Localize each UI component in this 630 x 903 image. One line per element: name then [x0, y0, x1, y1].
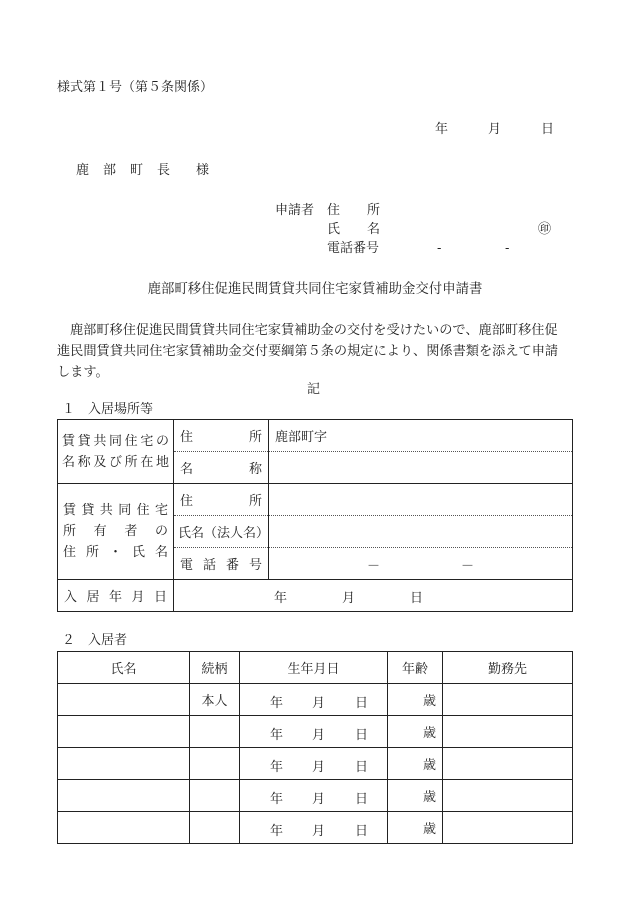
- birth-day-label: 日: [355, 696, 369, 711]
- resident-table: [57, 651, 573, 844]
- resident-workplace-cell[interactable]: [443, 748, 573, 780]
- address-value: 鹿部町字: [275, 430, 328, 445]
- resident-name-cell[interactable]: [58, 748, 190, 780]
- owner-name-label-cell: [174, 516, 269, 548]
- birth-year-label: 年: [270, 728, 284, 743]
- address-label-cell: [174, 420, 269, 452]
- applicant-address-char: 住: [327, 203, 341, 218]
- owner-label-char: 者: [124, 524, 138, 539]
- resident-relation-cell[interactable]: [190, 812, 240, 844]
- body-paragraph: [57, 320, 577, 383]
- birth-month-label: 月: [312, 728, 326, 743]
- resident-birthdate-cell[interactable]: [240, 684, 388, 716]
- owner-label-line: [63, 542, 168, 563]
- owner-phone-label-cell: [174, 548, 269, 580]
- owner-label-char: 住: [63, 545, 77, 560]
- document-title: 鹿部町移住促進民間賃貸共同住宅家賃補助金交付申請書: [147, 282, 483, 297]
- applicant-phone-sep: -: [505, 241, 510, 256]
- birth-month-label: 月: [312, 824, 326, 839]
- move-in-day-label: 日: [410, 591, 424, 606]
- header-name: 氏名: [58, 652, 190, 684]
- header-relation: 続柄: [190, 652, 240, 684]
- applicant-name-char: 氏: [327, 222, 341, 237]
- birth-day-label: 日: [355, 760, 369, 775]
- owner-label-char: 有: [93, 524, 107, 539]
- body-line: 進民間賃貸共同住宅家賃補助金交付要綱第５条の規定により、関係書類を添えて申請: [57, 344, 559, 359]
- owner-label-cell: [58, 484, 174, 580]
- birth-day-label: 日: [355, 792, 369, 807]
- applicant-address-char: 所: [367, 203, 381, 218]
- housing-name-label-char: 称: [248, 462, 262, 477]
- resident-name-cell[interactable]: [58, 684, 190, 716]
- move-in-label-char: 入: [64, 590, 78, 605]
- resident-workplace-cell[interactable]: [443, 780, 573, 812]
- owner-label-char: 所: [63, 524, 77, 539]
- birth-year-label: 年: [270, 792, 284, 807]
- owner-address-label-char: 住: [180, 494, 194, 509]
- address-label-char: 所: [248, 430, 262, 445]
- date-month-label: 月: [488, 122, 502, 137]
- owner-address-label-cell: [174, 484, 269, 516]
- owner-name-label: 氏名（法人名）: [178, 526, 270, 541]
- birth-month-label: 月: [312, 792, 326, 807]
- move-in-label-char: 日: [153, 590, 167, 605]
- header-age: 年齢: [388, 652, 443, 684]
- owner-phone-sep: －: [461, 559, 475, 574]
- applicant-phone-label: 電話番号: [327, 241, 380, 256]
- owner-phone-sep: －: [367, 559, 381, 574]
- housing-name-label-cell: [174, 452, 269, 484]
- owner-phone-value-cell[interactable]: [269, 548, 573, 580]
- birth-month-label: 月: [312, 760, 326, 775]
- date-day-label: 日: [541, 122, 555, 137]
- addressee-honorific: 様: [196, 163, 210, 178]
- resident-relation-cell[interactable]: [190, 716, 240, 748]
- body-line: 鹿部町移住促進民間賃貸共同住宅家賃補助金の交付を受けたいので、鹿部町移住促: [70, 323, 558, 338]
- resident-name-cell[interactable]: [58, 780, 190, 812]
- applicant-phone-sep: -: [437, 241, 442, 256]
- move-in-month-label: 月: [342, 591, 356, 606]
- date-year-label: 年: [435, 122, 449, 137]
- owner-label-char: 名: [154, 545, 168, 560]
- table-row: [58, 748, 573, 780]
- body-line: します。: [57, 365, 109, 380]
- resident-age-cell[interactable]: 歳: [388, 716, 443, 748]
- owner-address-value-cell[interactable]: [269, 484, 573, 516]
- owner-phone-label-char: 話: [202, 558, 216, 573]
- resident-name-cell[interactable]: [58, 812, 190, 844]
- owner-name-value-cell[interactable]: [269, 516, 573, 548]
- housing-name-value-cell[interactable]: [269, 452, 573, 484]
- resident-birthdate-cell[interactable]: [240, 716, 388, 748]
- owner-phone-label-char: 番: [225, 558, 239, 573]
- move-in-year-label: 年: [274, 591, 288, 606]
- addressee-char: 長: [157, 163, 171, 178]
- residence-table: [57, 419, 573, 612]
- rent-housing-label-line: 賃貸共同住宅の: [62, 433, 169, 449]
- rent-housing-label-line: 名称及び所在地: [62, 454, 169, 470]
- owner-label-char: の: [154, 524, 168, 539]
- birth-month-label: 月: [312, 696, 326, 711]
- birth-year-label: 年: [270, 696, 284, 711]
- table-row: [58, 812, 573, 844]
- resident-workplace-cell[interactable]: [443, 812, 573, 844]
- addressee-char: 部: [103, 163, 117, 178]
- header-workplace: 勤務先: [443, 652, 573, 684]
- header-birthdate: 生年月日: [240, 652, 388, 684]
- table-row: [58, 780, 573, 812]
- address-value-cell[interactable]: [269, 420, 573, 452]
- resident-age-cell[interactable]: 歳: [388, 812, 443, 844]
- resident-age-cell[interactable]: 歳: [388, 684, 443, 716]
- addressee-char: 町: [130, 163, 144, 178]
- owner-label-char: 所: [85, 545, 99, 560]
- birth-day-label: 日: [355, 728, 369, 743]
- move-in-label-cell: [58, 580, 174, 612]
- resident-birthdate-cell[interactable]: [240, 780, 388, 812]
- section1-heading: １ 入居場所等: [62, 402, 154, 417]
- move-in-label-char: 居: [86, 590, 100, 605]
- table-row: [58, 684, 573, 716]
- applicant-name-char: 名: [367, 222, 381, 237]
- birth-day-label: 日: [355, 824, 369, 839]
- form-number: 様式第１号（第５条関係）: [57, 80, 214, 95]
- section2-heading: ２ 入居者: [62, 633, 128, 648]
- move-in-label-char: 月: [131, 590, 145, 605]
- resident-workplace-cell[interactable]: [443, 684, 573, 716]
- owner-phone-label-char: 号: [248, 558, 262, 573]
- move-in-label-char: 年: [108, 590, 122, 605]
- owner-phone-label-char: 電: [180, 558, 194, 573]
- resident-workplace-cell[interactable]: [443, 716, 573, 748]
- table-row: [58, 716, 573, 748]
- owner-address-label-char: 所: [248, 494, 262, 509]
- move-in-date-cell[interactable]: [174, 580, 573, 612]
- seal-mark: ㊞: [538, 222, 552, 237]
- owner-label-char: ・: [108, 545, 122, 560]
- owner-label-char: 氏: [131, 545, 145, 560]
- birth-year-label: 年: [270, 824, 284, 839]
- applicant-label: 申請者: [275, 203, 315, 218]
- resident-relation-cell[interactable]: 本人: [190, 684, 240, 716]
- resident-name-cell[interactable]: [58, 716, 190, 748]
- resident-relation-cell[interactable]: [190, 748, 240, 780]
- owner-label-line: [63, 521, 168, 542]
- resident-age-cell[interactable]: 歳: [388, 780, 443, 812]
- resident-birthdate-cell[interactable]: [240, 748, 388, 780]
- ki-label: 記: [307, 382, 321, 397]
- addressee-char: 鹿: [76, 163, 90, 178]
- resident-age-cell[interactable]: 歳: [388, 748, 443, 780]
- rent-housing-label-cell: [58, 420, 174, 484]
- resident-relation-cell[interactable]: [190, 780, 240, 812]
- birth-year-label: 年: [270, 760, 284, 775]
- housing-name-label-char: 名: [180, 462, 194, 477]
- address-label-char: 住: [180, 430, 194, 445]
- resident-birthdate-cell[interactable]: [240, 812, 388, 844]
- owner-label-line: 賃貸共同住宅: [63, 503, 168, 518]
